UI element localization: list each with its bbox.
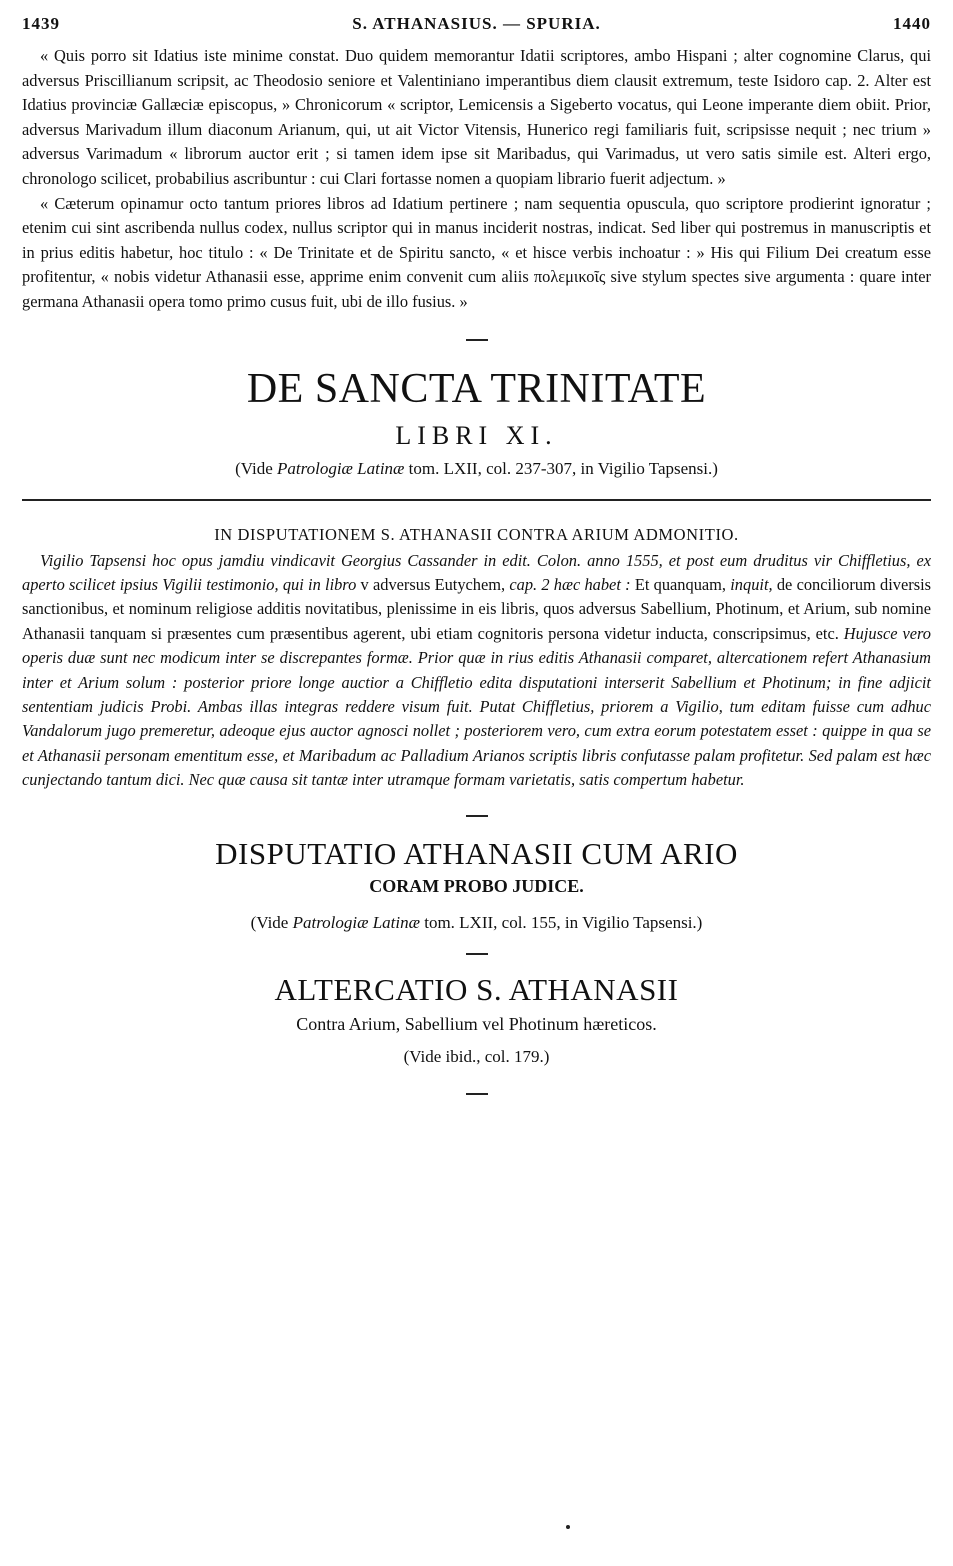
section-title-altercatio: ALTERCATIO S. ATHANASII: [274, 971, 679, 1007]
admonitio-text: Vigilio Tapsensi hoc opus jamdiu vindicavit Georgius Cassander in edit. Colon. anno 1555, et post eum druditus vir Chiffletius, ex aperto scilicet ipsius Vigilii testimonio, qui in libro v adversus Eutychem, cap. 2 hæc habet : Et quanquam, inquit, de conciliorum diversis sanctionibus, et nominum religiose additis novitatibus, plenissime in eis libris, quos adversus Sabellium, Photinum, et Arium, sub nomine Athanasii tanquam si præsentes cum præsentibus agerent, ubi etiam cognitoris persona videtur inducta, conscripsimus, etc. Hujusce vero operis duæ sunt nec modicum inter se discrepantes formæ. Prior quæ in rius editis Athanasii comparet, altercationem refert Athanasium inter et Arium solum : posterior priore longe auctior a Chiffletio edita disputationi interserit Sabellium et Photinum; in fine adjicit sententiam judicis Probi. Ambas illas integras reddere visum fuit. Putat Chiffletius, priorem a Vigilio, tum editam fuisse cum adhuc Vandalorum jugo premeretur, adeoque ejus auctor agnosci nollet ; posteriorem vero, cum extra eorum potestatem esset : quippe in qua se et Athanasii personam ementitum esse, et Maribadum ac Palladium Arianos scriptis libris confutasse palam profitetur. Sed palam est hæc cunjectando tantum dici. Nec quæ causa sit tantæ inter utramque formam varietatis, satis compertum habetur.: [22, 550, 932, 790]
column-number-left: 1439: [22, 14, 60, 33]
section-title-de-sancta-trinitate: DE SANCTA TRINITATE: [246, 365, 707, 412]
admonitio-heading: IN DISPUTATIONEM S. ATHANASII CONTRA ARIUM ADMONITIO.: [214, 524, 739, 544]
running-head: [22, 14, 931, 38]
page-mark-dot: [566, 1525, 570, 1529]
reference-line: (Vide Patrologiæ Latinæ tom. LXII, col. 155, in Vigilio Tapsensi.): [250, 912, 703, 932]
reference-italic: Patrologiæ Latinæ: [277, 458, 405, 478]
column-number-right: 1440: [892, 14, 931, 33]
section-subtitle: CORAM PROBO JUDICE.: [369, 875, 584, 896]
section-subtitle: Contra Arium, Sabellium vel Photinum hæreticos.: [296, 1013, 657, 1034]
reference-line: (Vide Patrologiæ Latinæ tom. LXII, col. 237-307, in Vigilio Tapsensi.): [235, 458, 718, 478]
section-title-disputatio: DISPUTATIO ATHANASII CUM ARIO: [215, 835, 738, 871]
section-subtitle: LIBRI XI.: [395, 420, 558, 450]
intro-paragraph-1: « Quis porro sit Idatius iste minime constat. Duo quidem memorantur Idatii scriptores, ambo Hispani ; alter cognomine Clarus, qui adversus Priscillianum scripsit, ac Theodosio seniore et Valentiniano imperantibus diem clausit extremum, teste Isidoro cap. 2. Alter est Idatius provinciæ Gallæciæ episcopus, » Chronicorum « scriptor, Lemicensis a Sigeberto vocatus, qui Leone imperante diem obiit. Prior, adversus Marivadum illum diaconum Arianum, qui, ut ait Victor Vitensis, Hunerico regi familiaris fuit, scripsisse nequit ; nec trium » adversus Varimadum « librorum auctor erit ; si tamen idem ipse sit Maribadus, qui Varimadus, ut vero satis simile est. Alteri ergo, chronologo scilicet, probabilius ascribuntur : cui Clari fortasse nomen a quopiam librario fuerit adjectum. »: [22, 46, 931, 188]
running-title: S. ATHANASIUS. — SPURIA.: [352, 14, 601, 33]
section-divider: [466, 1093, 488, 1095]
intro-paragraph-2: « Cæterum opinamur octo tantum priores libros ad Idatium pertinere ; nam sequentia opuscula, quo scriptore prodierint ignoratur ; etenim cui sint ascribenda nullus codex, nullus scriptor qui in manus inciderit nostras, indicat. Sed liber qui postremus in manuscriptis et in prius editis habetur, hoc titulo : « De Trinitate et de Spiritu sancto, « et hisce verbis inchoatur : » His qui Filium Dei creatum esse profitentur, « nobis videtur Athanasii esse, apprime enim convenit cum aliis πολεμικοῖς sive stylum spectes sive argumenta : quare inter germana Athanasii opera tomo primo cusus fuit, ubi de illo fusius. »: [22, 193, 931, 311]
reference-line: (Vide ibid., col. 179.): [403, 1046, 550, 1066]
reference-italic: Patrologiæ Latinæ: [292, 912, 420, 932]
